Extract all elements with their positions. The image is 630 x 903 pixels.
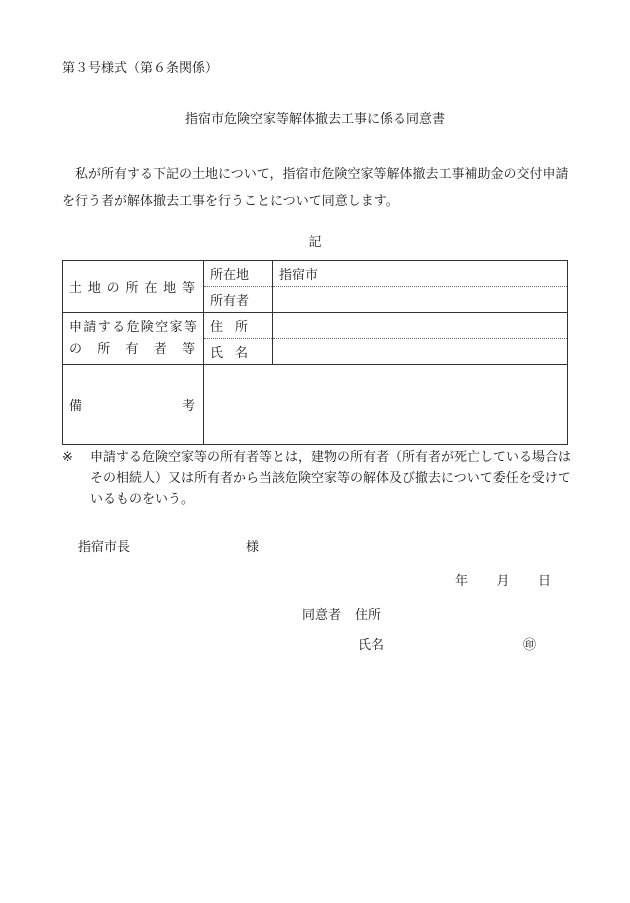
address-label: 住 所 bbox=[210, 320, 248, 335]
location-value-field[interactable]: 指宿市 bbox=[273, 261, 568, 287]
date-month: 月 bbox=[496, 574, 510, 589]
applicant-header bbox=[63, 313, 204, 365]
date-year: 年 bbox=[455, 574, 469, 589]
name-value-field[interactable] bbox=[273, 339, 568, 365]
land-location-header-text: 土 地 の 所 在 地 等 bbox=[69, 281, 195, 296]
remarks-header: 備 考 bbox=[69, 399, 195, 414]
remarks-value-field[interactable] bbox=[204, 365, 568, 445]
note-mark: ※ bbox=[62, 450, 73, 465]
addressee: 指宿市長 bbox=[78, 540, 131, 555]
address-label-cell bbox=[204, 313, 273, 339]
applicant-header-line1: 申 請 す る 危 険 空 家 等 bbox=[69, 319, 197, 335]
date-day: 日 bbox=[537, 574, 551, 589]
name-label: 氏 名 bbox=[210, 346, 248, 361]
owner-value-field[interactable] bbox=[273, 287, 568, 313]
consenter-address-line bbox=[302, 604, 381, 623]
consenter-name-label: 氏名 bbox=[358, 638, 385, 653]
body-paragraph bbox=[62, 161, 572, 215]
owner-label: 所有者 bbox=[204, 287, 273, 313]
consenter-address-label: 住所 bbox=[355, 608, 382, 623]
date-row bbox=[455, 570, 551, 589]
location-label: 所在地 bbox=[204, 261, 273, 287]
applicant-header-line2: の 所 有 者 等 bbox=[69, 341, 195, 357]
body-text: 私が所有する下記の土地について，指宿市危険空家等解体撤去工事補助金の交付申請を行う者が解体撤去工事を行うことについて同意します。 bbox=[62, 167, 569, 209]
consenter-label: 同意者 bbox=[302, 608, 342, 623]
footnote bbox=[62, 447, 572, 510]
note-text: 申請する危険空家等の所有者等とは，建物の所有者（所有者が死亡している場合はその相続人）又は所有者から当該危険空家等の解体及び撤去について委任を受けているものをいう。 bbox=[90, 450, 572, 507]
ki-heading: 記 bbox=[308, 235, 322, 250]
honorific: 様 bbox=[246, 540, 260, 555]
seal-mark: ㊞ bbox=[523, 638, 537, 653]
address-value-field[interactable] bbox=[273, 313, 568, 339]
form-number: 第３号様式（第６条関係） bbox=[62, 61, 219, 76]
document-title: 指宿市危険空家等解体撤去工事に係る同意書 bbox=[184, 112, 445, 127]
land-location-header bbox=[63, 261, 204, 313]
remarks-header-cell bbox=[63, 365, 204, 445]
name-label-cell bbox=[204, 339, 273, 365]
consent-table bbox=[62, 260, 568, 445]
